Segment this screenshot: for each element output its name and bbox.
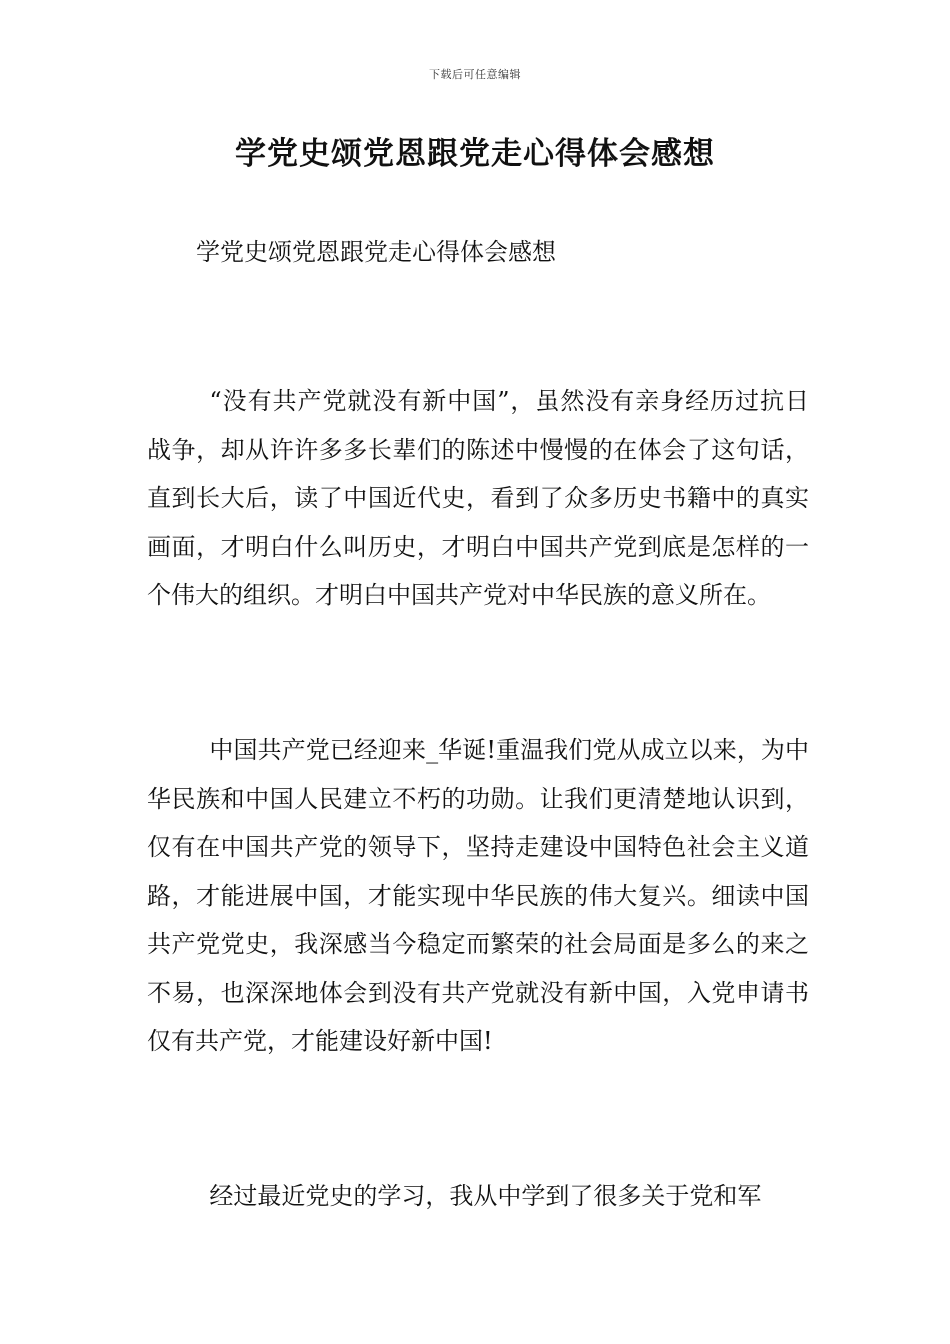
header-note: 下载后可任意编辑 (429, 68, 521, 81)
document-subtitle: 学党史颂党恩跟党走心得体会感想 (196, 238, 556, 266)
body-paragraph-1: “没有共产党就没有新中国”，虽然没有亲身经历过抗日战争，却从许许多多长辈们的陈述中慢慢的在体会了这句话，直到长大后，读了中国近代史，看到了众多历史书籍中的真实画面，才明白什么叫历史，才明白中国共产党到底是怎样的一个伟大的组织。才明白中国共产党对中华民族的意义所在。 (147, 387, 809, 609)
body-paragraph-3: 经过最近党史的学习，我从中学到了很多关于党和军 (209, 1182, 762, 1210)
body-paragraph-2: 中国共产党已经迎来_华诞!重温我们党从成立以来，为中华民族和中国人民建立不朽的功勋。让我们更清楚地认识到，仅有在中国共产党的领导下，坚持走建设中国特色社会主义道路，才能进展中国，才能实现中华民族的伟大复兴。细读中国共产党党史，我深感当今稳定而繁荣的社会局面是多么的来之不易，也深深地体会到没有共产党就没有新中国，入党申请书仅有共产党，才能建设好新中国! (147, 736, 809, 1055)
document-title: 学党史颂党恩跟党走心得体会感想 (235, 136, 715, 172)
